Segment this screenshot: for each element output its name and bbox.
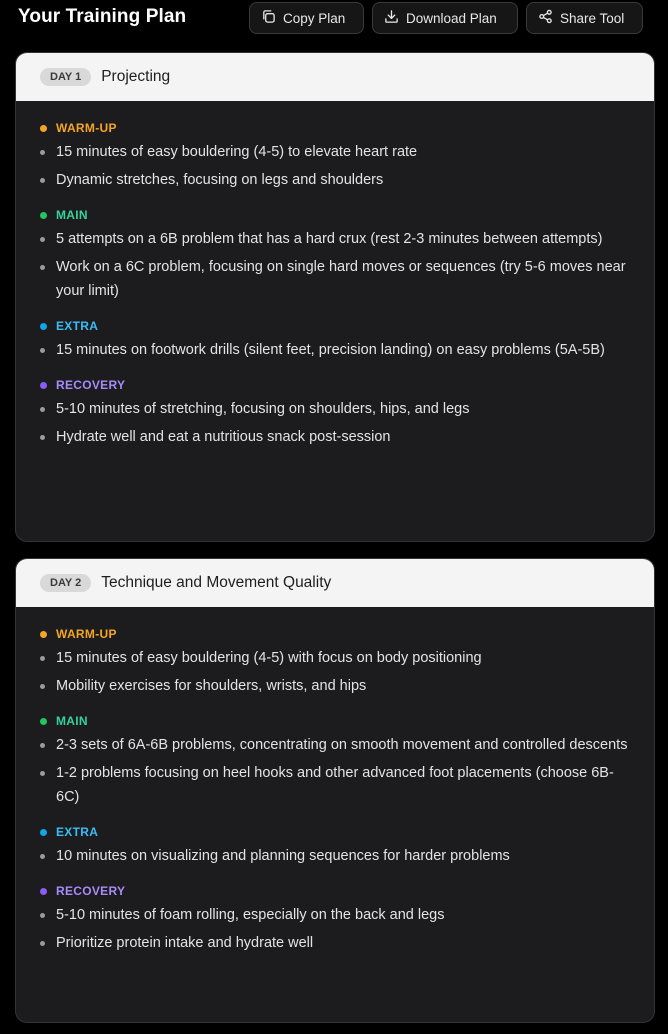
list-item: 5-10 minutes of stretching, focusing on shoulders, hips, and legs	[40, 397, 636, 421]
section-heading: RECOVERY	[40, 378, 630, 392]
section-main	[40, 714, 630, 809]
section-heading: WARM-UP	[40, 627, 630, 641]
list-item: Dynamic stretches, focusing on legs and shoulders	[40, 168, 636, 192]
bullet-dot-icon	[40, 718, 47, 725]
section-extra	[40, 825, 630, 868]
list-item: 15 minutes of easy bouldering (4-5) with focus on body positioning	[40, 646, 636, 670]
day-card-header	[16, 559, 654, 607]
section-extra	[40, 319, 630, 362]
section-heading: EXTRA	[40, 825, 630, 839]
day-card-header	[16, 53, 654, 101]
day-title: Projecting	[101, 68, 171, 85]
section-heading: MAIN	[40, 714, 630, 728]
section-heading: RECOVERY	[40, 884, 630, 898]
list-item: 15 minutes of easy bouldering (4-5) to elevate heart rate	[40, 140, 636, 164]
section-heading: EXTRA	[40, 319, 630, 333]
bullet-dot-icon	[40, 382, 47, 389]
share-icon	[538, 9, 560, 27]
day-badge: DAY 2	[40, 574, 91, 592]
download-plan-label: Download Plan	[406, 10, 497, 26]
bullet-dot-icon	[40, 829, 47, 836]
section-main	[40, 208, 630, 303]
copy-plan-label: Copy Plan	[283, 10, 346, 26]
header	[0, 0, 668, 40]
list-item: 1-2 problems focusing on heel hooks and other advanced foot placements (choose 6B-6C)	[40, 761, 636, 809]
section-recovery	[40, 884, 630, 955]
day-title: Technique and Movement Quality	[101, 574, 332, 591]
list-item: 5 attempts on a 6B problem that has a hard crux (rest 2-3 minutes between attempts)	[40, 227, 636, 251]
bullet-dot-icon	[40, 631, 47, 638]
list-item: Prioritize protein intake and hydrate well	[40, 931, 636, 955]
bullet-dot-icon	[40, 888, 47, 895]
share-tool-label: Share Tool	[560, 10, 625, 26]
section-warm-up	[40, 121, 630, 192]
list-item: 10 minutes on visualizing and planning sequences for harder problems	[40, 844, 636, 868]
section-heading: MAIN	[40, 208, 630, 222]
share-tool-button[interactable]	[526, 2, 643, 34]
bullet-dot-icon	[40, 125, 47, 132]
list-item: 5-10 minutes of foam rolling, especially on the back and legs	[40, 903, 636, 927]
day-card-body	[16, 607, 654, 981]
list-item: 2-3 sets of 6A-6B problems, concentrating on smooth movement and controlled descents	[40, 733, 636, 757]
download-plan-button[interactable]	[372, 2, 518, 34]
day-badge: DAY 1	[40, 68, 91, 86]
bullet-dot-icon	[40, 323, 47, 330]
copy-plan-button[interactable]	[249, 2, 364, 34]
list-item: Work on a 6C problem, focusing on single hard moves or sequences (try 5-6 moves near your limit)	[40, 255, 636, 303]
list-item: Hydrate well and eat a nutritious snack post-session	[40, 425, 636, 449]
list-item: Mobility exercises for shoulders, wrists, and hips	[40, 674, 636, 698]
bullet-dot-icon	[40, 212, 47, 219]
day-card	[15, 558, 655, 1023]
day-card-body	[16, 101, 654, 475]
page-title: Your Training Plan	[18, 6, 187, 27]
download-icon	[384, 9, 406, 27]
copy-icon	[261, 9, 283, 27]
section-heading: WARM-UP	[40, 121, 630, 135]
list-item: 15 minutes on footwork drills (silent feet, precision landing) on easy problems (5A-5B)	[40, 338, 636, 362]
section-warm-up	[40, 627, 630, 698]
day-card	[15, 52, 655, 542]
section-recovery	[40, 378, 630, 449]
